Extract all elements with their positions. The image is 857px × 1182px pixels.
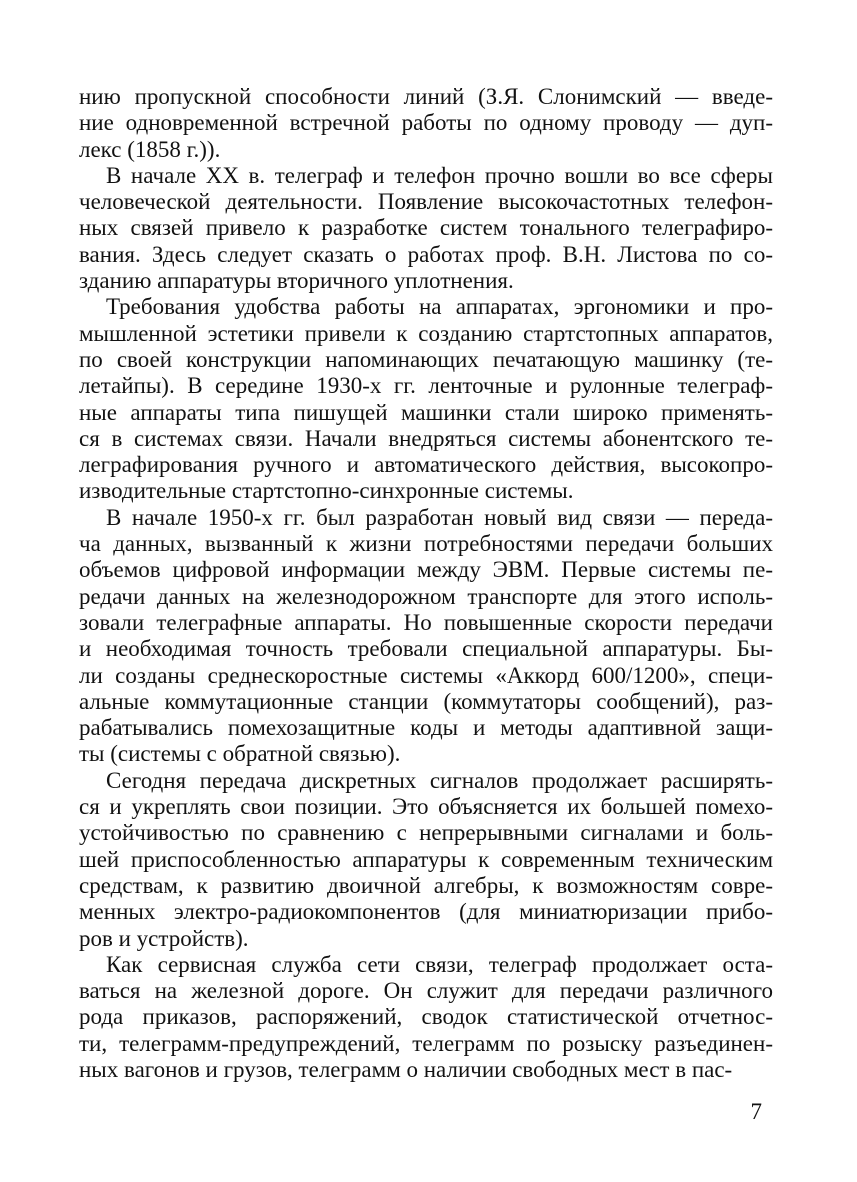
text-line: ся в системах связи. Начали внедряться системы абонентского те- bbox=[79, 425, 773, 451]
paragraph bbox=[79, 294, 773, 504]
text-line: средствам, к развитию двоичной алгебры, к возможностям совре- bbox=[79, 872, 773, 898]
text-line: менных электро-радиокомпонентов (для миниатюризации прибо- bbox=[79, 899, 773, 925]
paragraph bbox=[79, 768, 773, 952]
text-line: ние одновременной встречной работы по одному проводу — дуп- bbox=[79, 110, 773, 136]
text-line: редачи данных на железнодорожном транспорте для этого исполь- bbox=[79, 583, 773, 609]
text-line: объемов цифровой информации между ЭВМ. Первые системы пе- bbox=[79, 557, 773, 583]
text-line: ли созданы среднескоростные системы «Аккорд 600/1200», специ- bbox=[79, 662, 773, 688]
paragraph bbox=[79, 505, 773, 768]
text-line: рабатывались помехозащитные коды и методы адаптивной защи- bbox=[79, 715, 773, 741]
text-line: ных связей привело к разработке систем тонального телеграфиро- bbox=[79, 215, 773, 241]
text-line: вания. Здесь следует сказать о работах проф. В.Н. Листова по со- bbox=[79, 241, 773, 267]
page-number: 7 bbox=[750, 1099, 762, 1124]
body-text bbox=[79, 84, 773, 1083]
text-line: Требования удобства работы на аппаратах, эргономики и про- bbox=[106, 294, 773, 320]
text-line: ся и укреплять свои позиции. Это объясняется их большей помехо- bbox=[79, 794, 773, 820]
text-line: устойчивостью по сравнению с непрерывными сигналами и боль- bbox=[79, 820, 773, 846]
text-line: леграфирования ручного и автоматического действия, высокопро- bbox=[79, 452, 773, 478]
paragraph bbox=[79, 163, 773, 294]
text-line: человеческой деятельности. Появление высокочастотных телефон- bbox=[79, 189, 773, 215]
text-line: В начале 1950-х гг. был разработан новый вид связи — переда- bbox=[106, 504, 773, 530]
text-line: ные аппараты типа пишущей машинки стали широко применять- bbox=[79, 399, 773, 425]
text-line: ров и устройств). bbox=[79, 925, 249, 951]
text-line: ти, телеграмм-предупреждений, телеграмм по розыску разъединен- bbox=[79, 1030, 773, 1056]
text-line: ных вагонов и грузов, телеграмм о наличии свободных мест в пас- bbox=[79, 1056, 733, 1082]
text-line: ча данных, вызванный к жизни потребностями передачи больших bbox=[79, 531, 773, 557]
text-line: летайпы). В середине 1930-х гг. ленточные и рулонные телеграф- bbox=[79, 373, 773, 399]
text-line: альные коммутационные станции (коммутаторы сообщений), раз- bbox=[79, 688, 773, 714]
paragraph bbox=[79, 952, 773, 1083]
text-line: В начале XX в. телеграф и телефон прочно вошли во все сферы bbox=[106, 162, 773, 188]
text-line: Сегодня передача дискретных сигналов продолжает расширять- bbox=[106, 767, 773, 793]
text-line: ваться на железной дороге. Он служит для передачи различного bbox=[79, 978, 773, 1004]
text-line: ты (системы с обратной связью). bbox=[79, 741, 401, 767]
text-line: и необходимая точность требовали специальной аппаратуры. Бы- bbox=[79, 636, 773, 662]
paragraph bbox=[79, 84, 773, 163]
text-line: зданию аппаратуры вторичного уплотнения. bbox=[79, 268, 514, 294]
text-line: по своей конструкции напоминающих печатающую машинку (те- bbox=[79, 346, 773, 372]
text-line: рода приказов, распоряжений, сводок статистической отчетнос- bbox=[79, 1004, 773, 1030]
text-line: изводительные стартстопно-синхронные системы. bbox=[79, 478, 574, 504]
text-line: мышленной эстетики привели к созданию стартстопных аппаратов, bbox=[79, 320, 773, 346]
text-line: зовали телеграфные аппараты. Но повышенные скорости передачи bbox=[79, 609, 773, 635]
text-line: Как сервисная служба сети связи, телеграф продолжает оста- bbox=[106, 951, 773, 977]
text-line: лекс (1858 г.)). bbox=[79, 136, 221, 162]
text-line: нию пропускной способности линий (З.Я. Слонимский — введе- bbox=[79, 84, 773, 109]
text-line: шей приспособленностью аппаратуры к современным техническим bbox=[79, 846, 773, 872]
